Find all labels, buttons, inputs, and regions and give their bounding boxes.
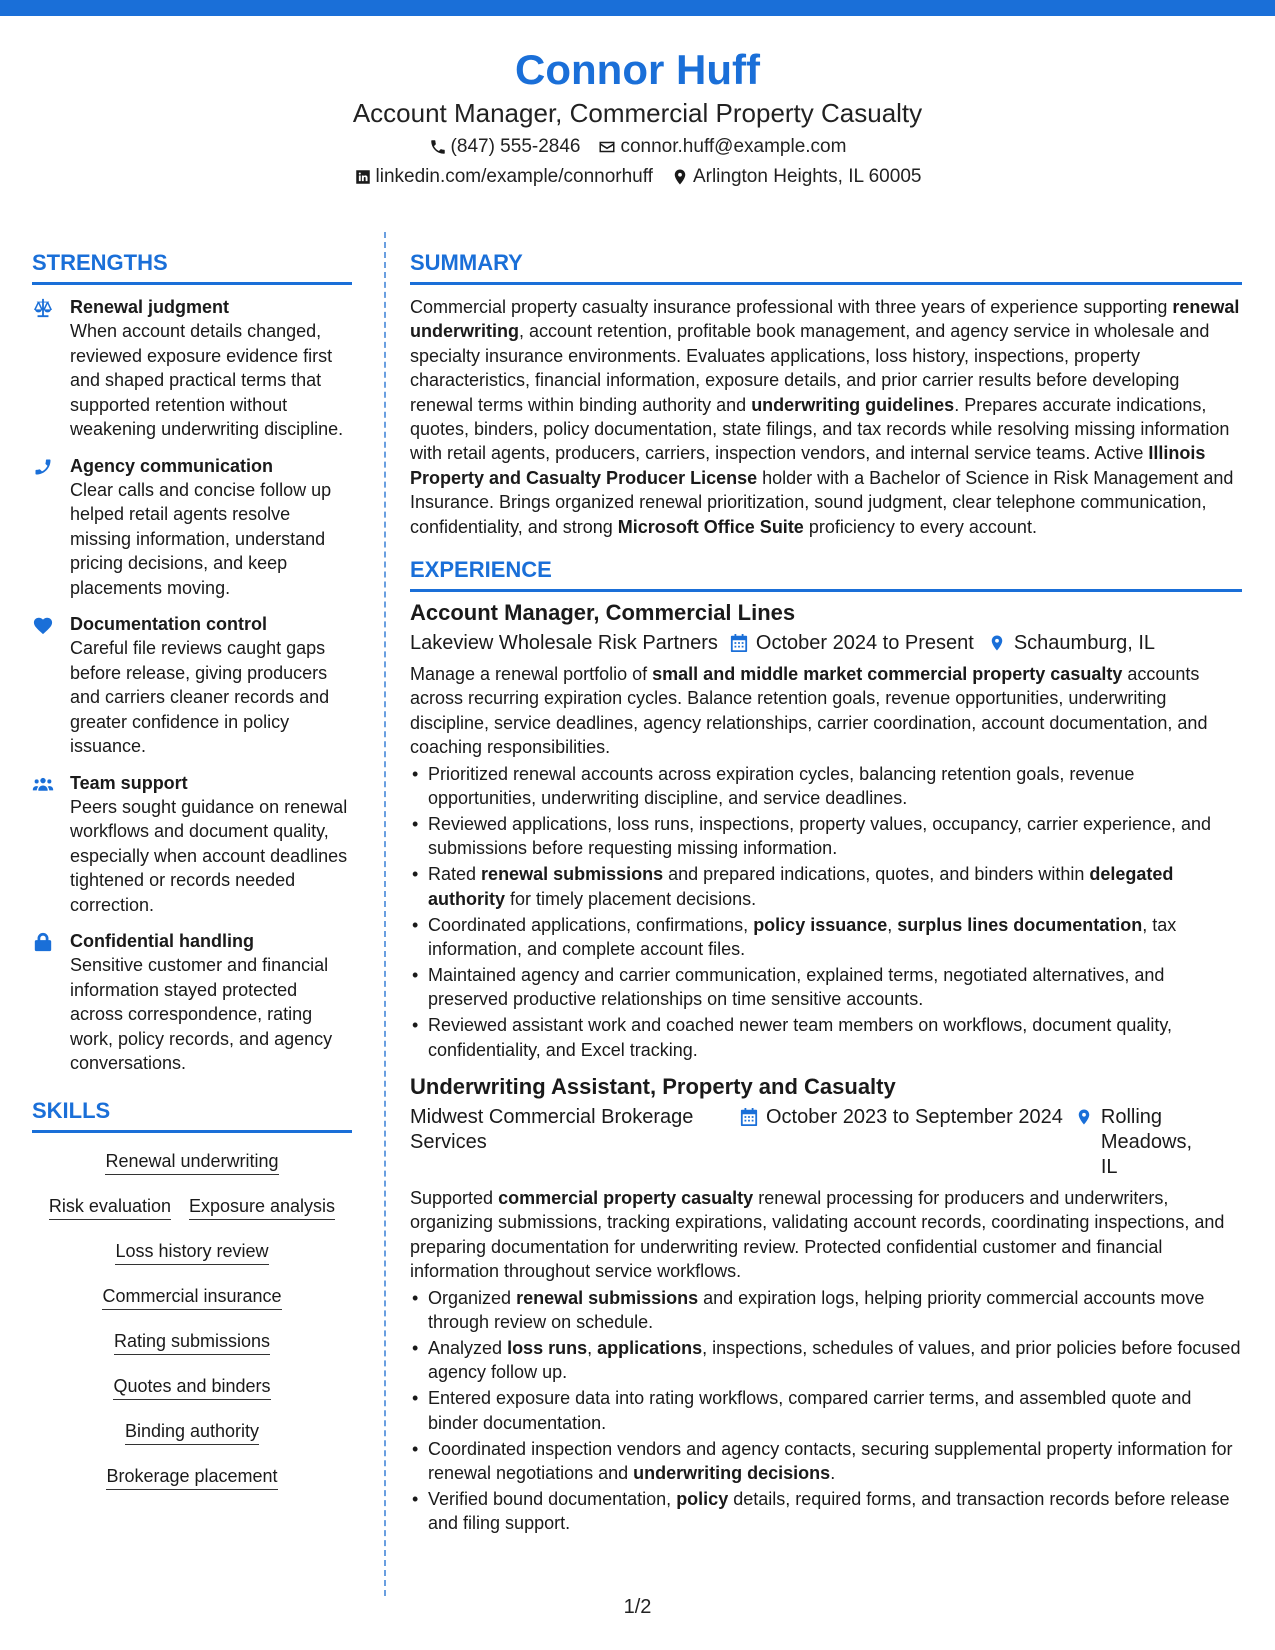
skills-list: [32, 1149, 352, 1490]
column-divider: [384, 232, 386, 1596]
left-column: [32, 248, 352, 1509]
job-entry: [410, 598, 1242, 1062]
phone-contact: [429, 134, 581, 160]
email-text[interactable]: connor.huff@example.com: [620, 136, 847, 157]
job-dates: October 2023 to September 2024: [740, 1105, 1063, 1130]
skill-tag: Risk evaluation: [49, 1194, 171, 1220]
strength-item: [32, 771, 352, 918]
job-entry: [410, 1072, 1242, 1536]
strength-title: Renewal judgment: [70, 297, 230, 317]
skill-tag: Commercial insurance: [102, 1284, 281, 1310]
right-column: [410, 248, 1242, 1537]
job-title: Underwriting Assistant, Property and Casualty: [410, 1074, 896, 1100]
top-accent-bar: [0, 0, 1275, 16]
strength-description: Clear calls and concise follow up helped retail agents resolve missing information, understand pricing decisions, and keep placements moving.: [70, 479, 332, 598]
page-number: 1/2: [623, 1596, 652, 1618]
job-bullets: [410, 762, 1242, 1062]
email-contact[interactable]: [598, 134, 846, 160]
job-location: Rolling Meadows, IL: [1075, 1105, 1195, 1180]
list-item: • Reviewed applications, loss runs, inspections, property values, occupancy, carrier experience, and submissions before requesting missing information.: [410, 812, 1242, 861]
resume-header: [0, 44, 1275, 190]
map-pin-icon: [1075, 1107, 1093, 1127]
job-dates: October 2024 to Present: [730, 631, 974, 656]
contact-row-1: [0, 134, 1275, 160]
strength-description: Careful file reviews caught gaps before release, giving producers and carriers cleaner records and greater confidence in policy issuance.: [70, 638, 330, 756]
job-title: Account Manager, Commercial Lines: [410, 600, 796, 626]
envelope-icon: [598, 138, 616, 156]
linkedin-icon: [354, 168, 372, 186]
location-text: Arlington Heights, IL 60005: [692, 166, 922, 187]
skill-tag: Rating submissions: [114, 1329, 270, 1355]
list-item: • Prioritized renewal accounts across expiration cycles, balancing retention goals, revenue opportunities, underwriting discipline, and service deadlines.: [410, 762, 1242, 811]
list-item: • Rated renewal submissions and prepared indications, quotes, and binders within delegated authority for timely placement decisions.: [410, 862, 1242, 911]
list-item: • Entered exposure data into rating workflows, compared carrier terms, and assembled quote and binder documentation.: [410, 1386, 1242, 1435]
list-item: • Coordinated applications, confirmations, policy issuance, surplus lines documentation, tax information, and complete account files.: [410, 913, 1242, 962]
map-pin-icon: [671, 168, 689, 186]
list-item: • Verified bound documentation, policy details, required forms, and transaction records before release and filing support.: [410, 1487, 1242, 1536]
summary-heading: SUMMARY: [410, 248, 1242, 285]
company-name: Midwest Commercial Brokerage Services: [410, 1106, 694, 1154]
job-meta: [410, 1105, 1242, 1180]
strength-description: When account details changed, reviewed exposure evidence first and shaped practical terms that supported retention without weakening underwriting discipline.: [70, 321, 344, 439]
skill-tag: Binding authority: [125, 1419, 259, 1445]
contact-row-2: [0, 164, 1275, 190]
list-item: • Organized renewal submissions and expiration logs, helping priority commercial accounts move through review on schedule.: [410, 1286, 1242, 1335]
strength-title: Team support: [70, 772, 188, 793]
phone-text: (847) 555-2846: [450, 136, 581, 157]
linkedin-text[interactable]: linkedin.com/example/connorhuff: [375, 166, 653, 187]
map-pin-icon: [988, 633, 1006, 653]
company-name: Lakeview Wholesale Risk Partners: [410, 632, 718, 655]
phone-icon: [429, 138, 447, 156]
job-bullets: [410, 1286, 1242, 1536]
summary-text: Commercial property casualty insurance professional with three years of experience supporting renewal underwriting, account retention, profitable book management, and agency service in wholesale and specialty insurance environments. Evaluates applications, loss history, inspections, property characteristics, financial information, exposure details, and prior carrier results before developing renewal terms within binding authority and underwriting guidelines. Prepares accurate indications, quotes, binders, policy documentation, state filings, and tax records while resolving missing information with retail agents, producers, carriers, inspection vendors, and internal service teams. Active Illinois Property and Casualty Producer License holder with a Bachelor of Science in Risk Management and Insurance. Brings organized renewal prioritization, sound judgment, clear telephone communication, confidentiality, and strong Microsoft Office Suite proficiency to every account.: [410, 297, 1240, 537]
strength-title: Documentation control: [70, 614, 267, 634]
skill-tag: Quotes and binders: [113, 1374, 270, 1400]
job-intro: Supported commercial property casualty renewal processing for producers and underwriters, organizing submissions, tracking expirations, validating account records, coordinating inspections, and preparing documentation for underwriting review. Protected confidential customer and financial information throughout service workflows.: [410, 1188, 1225, 1282]
candidate-name: Connor Huff: [515, 46, 760, 93]
skill-tag: Brokerage placement: [106, 1464, 277, 1490]
skill-tag: Exposure analysis: [189, 1194, 335, 1220]
list-item: • Maintained agency and carrier communication, explained terms, negotiated alternatives, and preserved productive relationships on time sensitive accounts.: [410, 963, 1242, 1012]
strength-item: [32, 295, 352, 442]
linkedin-contact[interactable]: [354, 164, 653, 190]
strength-title: Agency communication: [70, 455, 274, 476]
skill-tag: Renewal underwriting: [105, 1149, 278, 1175]
job-intro: Manage a renewal portfolio of small and middle market commercial property casualty accounts across recurring expiration cycles. Balance retention goals, revenue opportunities, underwriting discipline, service deadlines, agency relationships, carrier coordination, account documentation, and coaching responsibilities.: [410, 664, 1208, 758]
scale-icon: [32, 298, 54, 318]
strength-item: [32, 612, 352, 759]
strengths-heading: STRENGTHS: [32, 248, 352, 285]
strength-title: Confidential handling: [70, 931, 254, 951]
strength-item: [32, 929, 352, 1076]
calendar-icon: [740, 1107, 758, 1127]
calendar-icon: [730, 633, 748, 653]
experience-heading: EXPERIENCE: [410, 555, 1242, 592]
strength-description: Sensitive customer and financial information stayed protected across correspondence, rating work, policy records, and agency conversations.: [70, 955, 333, 1073]
strength-description: Peers sought guidance on renewal workflows and document quality, especially when account deadlines tightened or records needed correction.: [70, 796, 348, 915]
skill-tag: Loss history review: [115, 1239, 268, 1265]
lock-icon: [32, 932, 54, 952]
candidate-role: Account Manager, Commercial Property Casualty: [352, 98, 923, 128]
strength-item: [32, 454, 352, 601]
job-meta: [410, 631, 1242, 656]
job-location: Schaumburg, IL: [988, 631, 1155, 656]
list-item: • Coordinated inspection vendors and agency contacts, securing supplemental property information for renewal negotiations and underwriting decisions.: [410, 1437, 1242, 1486]
phone-icon: [32, 457, 54, 477]
list-item: • Analyzed loss runs, applications, inspections, schedules of values, and prior policies before focused agency follow up.: [410, 1336, 1242, 1385]
heart-icon: [32, 615, 54, 635]
list-item: • Reviewed assistant work and coached newer team members on workflows, document quality, confidentiality, and Excel tracking.: [410, 1013, 1242, 1062]
location-contact: [671, 164, 922, 190]
users-icon: [32, 774, 54, 794]
skills-heading: SKILLS: [32, 1096, 352, 1133]
